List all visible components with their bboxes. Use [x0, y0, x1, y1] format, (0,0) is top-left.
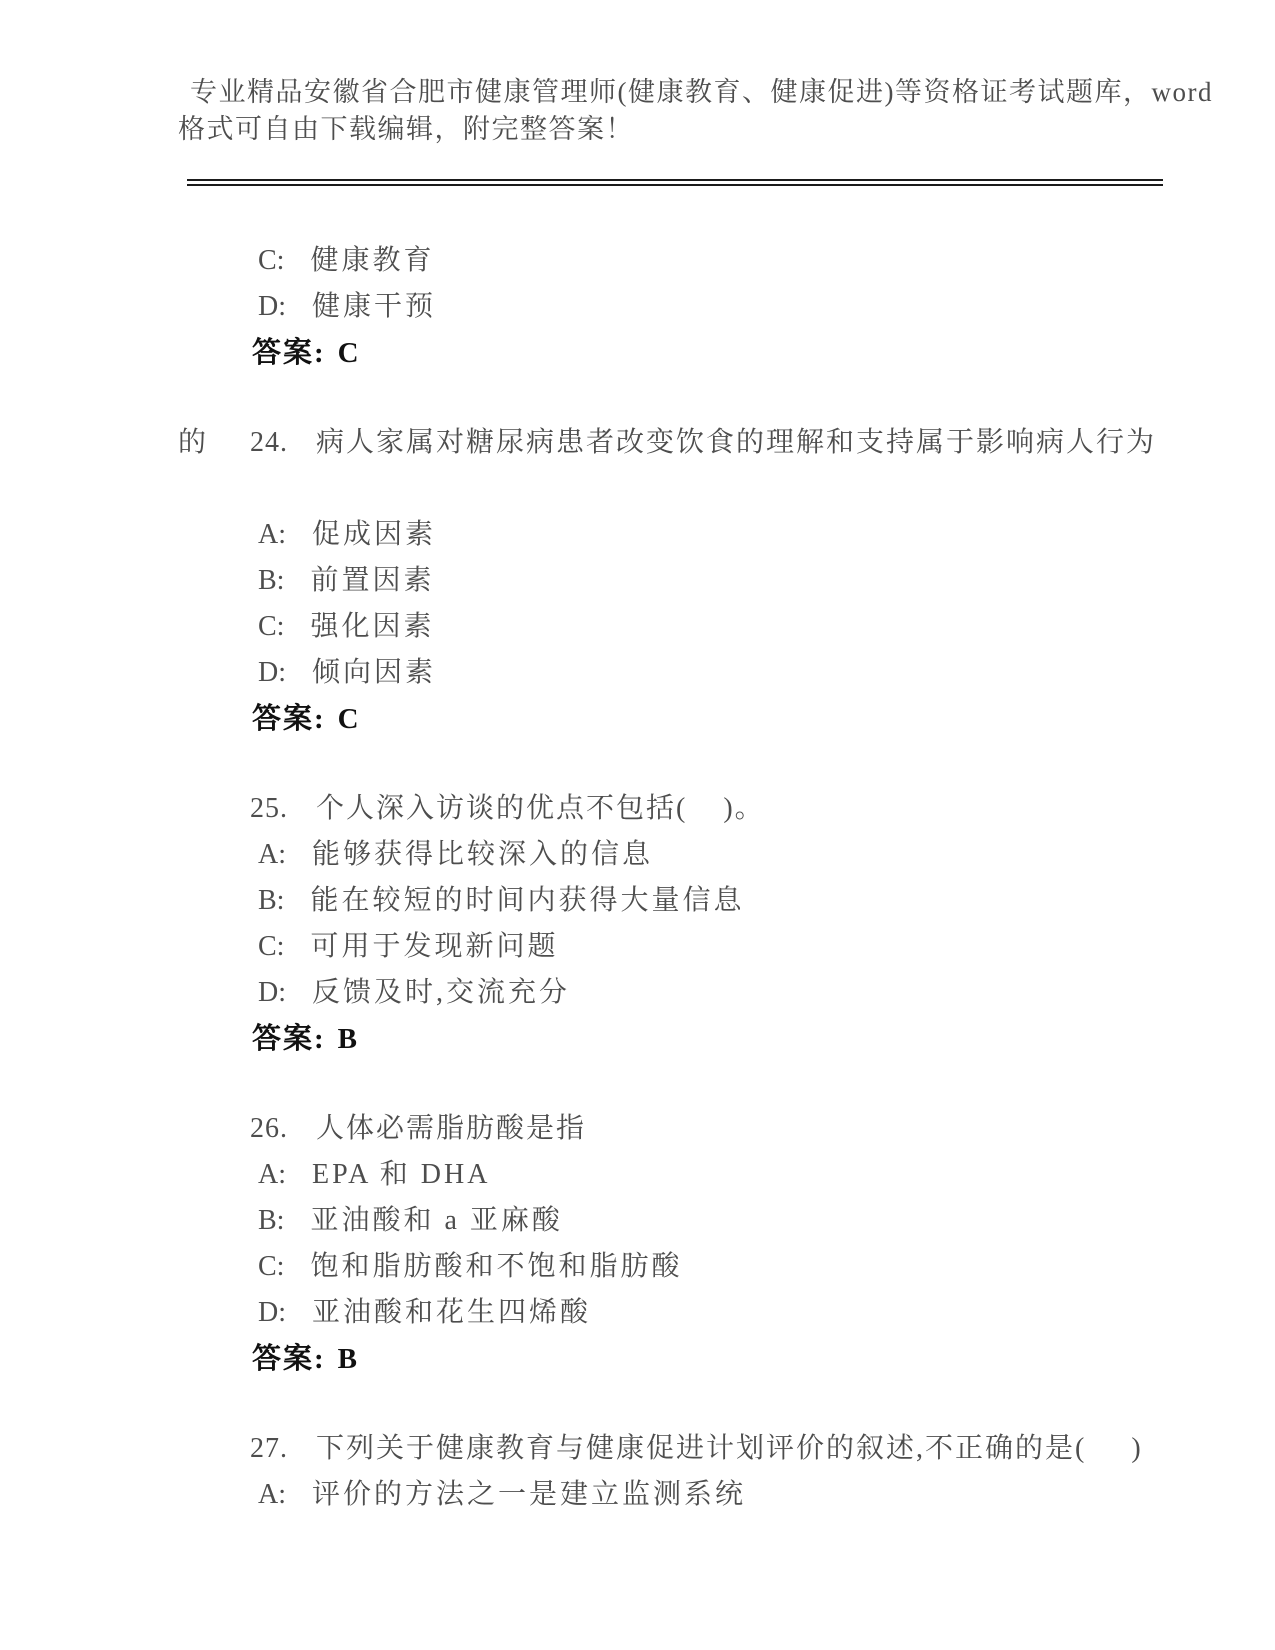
question-block-23	[178, 192, 1185, 369]
question-block-27	[178, 1380, 1185, 1510]
option-text: 亚油酸和 a 亚麻酸	[310, 1205, 563, 1236]
option-text: 能够获得比较深入的信息	[312, 839, 654, 870]
option-label: C:	[258, 245, 285, 276]
option-text: 反馈及时,交流充分	[312, 977, 571, 1008]
question-stem	[178, 740, 1185, 824]
option-label: C:	[258, 611, 285, 642]
question-number: 24.	[250, 427, 288, 458]
question-number: 25.	[250, 793, 288, 824]
option-label: D:	[258, 1297, 286, 1328]
question-block-24	[178, 374, 1185, 735]
answer-label: 答案:	[252, 337, 326, 369]
option-text: 健康干预	[312, 291, 437, 322]
option-label: D:	[258, 657, 286, 688]
option-label: C:	[258, 931, 285, 962]
option-label: A:	[258, 1479, 286, 1510]
option-text: 饱和脂肪酸和不饱和脂肪酸	[310, 1251, 683, 1282]
answer-value: C	[337, 703, 361, 735]
question-list	[178, 192, 1185, 1516]
question-block-25	[178, 740, 1185, 1055]
answer-label: 答案:	[252, 1023, 326, 1055]
document-header	[178, 74, 1213, 148]
option-label: C:	[258, 1251, 285, 1282]
option-text: 健康教育	[310, 245, 435, 276]
answer-label: 答案:	[252, 703, 326, 735]
option-text: 能在较短的时间内获得大量信息	[310, 885, 745, 916]
question-stem	[178, 1380, 1185, 1464]
header-divider-double-rule	[187, 179, 1163, 186]
answer-value: C	[337, 337, 361, 369]
option-text: 倾向因素	[312, 657, 437, 688]
stem-text: 下列关于健康教育与健康促进计划评价的叙述,不正确的是( )	[316, 1433, 1143, 1464]
option-text: 强化因素	[310, 611, 435, 642]
option-label: D:	[258, 977, 286, 1008]
option-label: D:	[258, 291, 286, 322]
option-text: 前置因素	[310, 565, 435, 596]
question-stem	[178, 1060, 1185, 1144]
stem-text: 个人深入访谈的优点不包括( )。	[316, 793, 765, 824]
option-label: B:	[258, 885, 285, 916]
option-text: 评价的方法之一是建立监测系统	[312, 1479, 747, 1510]
header-line-1: 专业精品安徽省合肥市健康管理师(健康教育、健康促进)等资格证考试题库，word	[190, 77, 1213, 107]
stem-text: 人体必需脂肪酸是指	[316, 1113, 587, 1144]
stem-continuation: 的	[178, 427, 209, 458]
option-text: 可用于发现新问题	[310, 931, 559, 962]
option-label: B:	[258, 1205, 285, 1236]
option-label: A:	[258, 839, 286, 870]
option-label: B:	[258, 565, 285, 596]
option-c	[178, 192, 1185, 276]
option-label: A:	[258, 519, 286, 550]
answer-value: B	[337, 1023, 360, 1055]
option-label: A:	[258, 1159, 286, 1190]
question-number: 27.	[250, 1433, 288, 1464]
option-text: 亚油酸和花生四烯酸	[312, 1297, 592, 1328]
stem-text: 病人家属对糖尿病患者改变饮食的理解和支持属于影响病人行为	[316, 427, 1157, 458]
answer-value: B	[337, 1343, 360, 1375]
question-stem	[178, 374, 1185, 458]
answer-label: 答案:	[252, 1343, 326, 1375]
option-a	[178, 466, 1185, 550]
option-text: EPA 和 DHA	[312, 1159, 491, 1190]
header-line-2: 格式可自由下载编辑，附完整答案！	[178, 114, 634, 144]
question-number: 26.	[250, 1113, 288, 1144]
question-block-26	[178, 1060, 1185, 1375]
option-text: 促成因素	[312, 519, 437, 550]
